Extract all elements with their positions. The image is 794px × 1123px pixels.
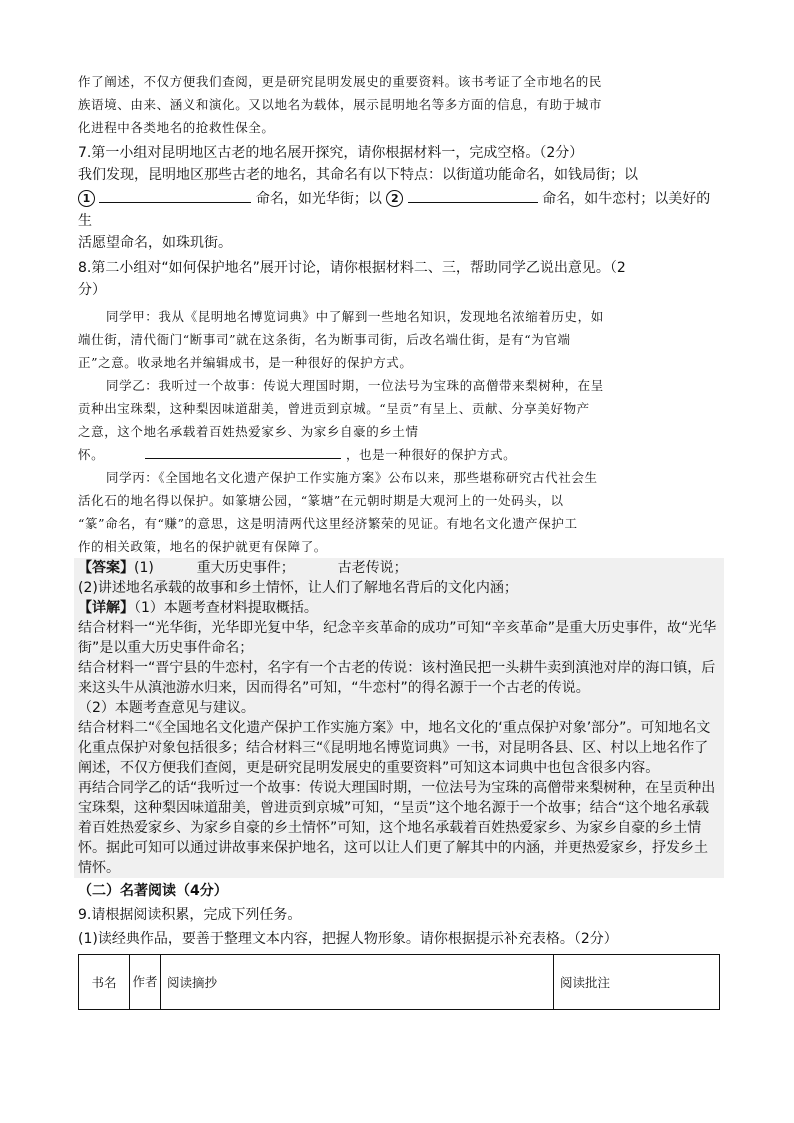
answer-label: 【答案】 xyxy=(78,560,134,576)
question-title: 8.第二小组对“如何保护地名”展开讨论，请你根据材料二、三，帮助同学乙说出意见。（2 xyxy=(78,260,626,276)
answer-item: 重大历史事件； xyxy=(196,560,295,576)
question-title: 7.第一小组对昆明地区古老的地名展开探究，请你根据材料一，完成空格。（2分） xyxy=(78,145,584,161)
detail-paragraph: （2）本题考查意见与建议。 xyxy=(78,700,255,716)
student-jia-paragraph xyxy=(78,305,720,374)
text-line: 族语境、由来、涵义和演化。又以地名为载体，展示昆明地名等多方面的信息，有助于城市 xyxy=(78,97,603,112)
reading-table xyxy=(78,954,720,1010)
table-header-cell: 阅读批注 xyxy=(554,955,720,1010)
fill-line xyxy=(78,443,720,466)
question-title-cont: 分） xyxy=(78,282,106,298)
answer-item: 古老传说； xyxy=(337,560,408,576)
table-header-cell: 阅读摘抄 xyxy=(161,955,554,1010)
question-7 xyxy=(78,142,720,254)
text-fragment: 怀。 xyxy=(78,447,105,462)
answer-block xyxy=(74,558,724,878)
text-line: 同学甲：我从《昆明地名博览词典》中了解到一些地名知识，发现地名浓缩着历史，如 xyxy=(106,309,604,324)
text-line: 作了阐述，不仅方便我们查阅，更是研究昆明发展史的重要资料。该书考证了全市地名的民 xyxy=(78,74,603,89)
detail-paragraph: 再结合同学乙的话“我听过一个故事：传说大理国时期，一位法号为宝珠的高僧带来梨树种，在呈贡种出宝珠梨，这种梨因味道甜美，曾进贡到京城”可知，“呈贡”这个地名源于一个故事；结合“这个地名承载着百姓热爱家乡、为家乡自豪的乡土情怀”可知，这个地名承载着百姓热爱家乡、为家乡自豪的乡土情怀。据此可知可以通过讲故事来保护地名，这可以让人们更了解其中的内涵，并更热爱家乡，抒发乡土情怀。 xyxy=(78,780,716,876)
detail-paragraph: 结合材料二“《全国地名文化遗产保护工作实施方案》中，地名文化的‘重点保护对象’部分”。可知地名文化重点保护对象包括很多；结合材料三“《昆明地名博览词典》一书，对昆明各县、区、村以上地名作了阐述，不仅方便我们查阅，更是研究昆明发展史的重要资料”可知这本词典中也包含很多内容。 xyxy=(78,720,711,776)
detail-paragraph: 结合材料一“光华街，光华即光复中华，纪念辛亥革命的成功”可知“辛亥革命”是重大历史事件，故“光华街”是以重大历史事件命名； xyxy=(78,620,717,656)
answer-line-2: (2)讲述地名承载的故事和乡土情怀，让人们了解地名背后的文化内涵； xyxy=(78,580,518,596)
circled-number-1: 1 xyxy=(78,190,95,207)
text-line: 同学乙：我听过一个故事：传说大理国时期，一位法号为宝珠的高僧带来梨树种，在呈 xyxy=(106,378,604,393)
student-yi-paragraph xyxy=(78,374,720,466)
text-line: 正”之意。收录地名并编辑成书，是一种很好的保护方式。 xyxy=(78,355,413,370)
page-content xyxy=(78,70,720,1010)
table-header-cell: 作者 xyxy=(130,955,161,1010)
text-line: 我们发现，昆明地区那些古老的地名，其命名有以下特点：以街道功能命名，如钱局街；以 xyxy=(78,167,638,183)
detail-paragraph: 结合材料一“晋宁县的牛恋村，名字有一个古老的传说：该村渔民把一头耕牛卖到滇池对岸的海口镇，后来这头牛从滇池游水归来，因而得名”可知，“牛恋村”的得名源于一个古老的传说。 xyxy=(78,660,716,696)
fill-line xyxy=(78,188,720,232)
answer-line-1 xyxy=(78,558,720,578)
section-two xyxy=(78,880,720,1010)
text-line: 同学丙：《全国地名文化遗产保护工作实施方案》公布以来，那些堪称研究古代社会生 xyxy=(106,470,598,485)
text-line: 活愿望命名，如珠玑街。 xyxy=(78,235,232,251)
text-line: 端仕街，清代衙门“断事司”就在这条街，名为断事司街，后改名端仕街，是有“为官端 xyxy=(78,332,571,347)
answer-blank-1[interactable] xyxy=(99,188,251,203)
student-bing-paragraph xyxy=(78,466,720,558)
section-heading: （二）名著阅读（4分） xyxy=(78,883,228,899)
detail-label: 【详解】 xyxy=(78,600,134,616)
question-subtitle: (1)读经典作品，要善于整理文本内容，把握人物形象。请你根据提示补充表格。（2分） xyxy=(78,931,618,947)
text-line: 贡种出宝珠梨，这种梨因味道甜美，曾进贡到京城。“呈贡”有呈上、贡献、分享美好物产 xyxy=(78,401,590,416)
text-fragment: 命名，如牛恋村；以美好的生 xyxy=(78,191,711,229)
table-header-cell: 书名 xyxy=(79,955,130,1010)
text-fragment: 命名，如光华街；以 xyxy=(255,191,382,207)
text-fragment: ，也是一种很好的保护方式。 xyxy=(345,447,517,462)
table-header-row xyxy=(79,955,720,1010)
text-line: 之意，这个地名承载着百姓热爱家乡、为家乡自豪的乡土情 xyxy=(78,424,419,439)
answer-blank-2[interactable] xyxy=(408,188,538,203)
material-three-continuation xyxy=(78,70,720,139)
text-line: “篆”命名，有“赚”的意思，这是明清两代这里经济繁荣的见证。有地名文化遗产保护工 xyxy=(78,516,578,531)
detail-line xyxy=(78,598,720,618)
question-8 xyxy=(78,257,720,558)
detail-text: （1）本题考查材料提取概括。 xyxy=(134,600,318,616)
circled-number-2: 2 xyxy=(386,190,403,207)
answer-blank-3[interactable] xyxy=(145,444,341,459)
text-line: 化进程中各类地名的抢救性保全。 xyxy=(78,120,275,135)
text-line: 活化石的地名得以保护。如篆塘公园，“篆塘”在元朝时期是大观河上的一处码头，以 xyxy=(78,493,564,508)
question-title: 9.请根据阅读积累，完成下列任务。 xyxy=(78,907,302,923)
text-line: 作的相关政策，地名的保护就更有保障了。 xyxy=(78,539,327,554)
answer-number: (1) xyxy=(134,560,154,576)
